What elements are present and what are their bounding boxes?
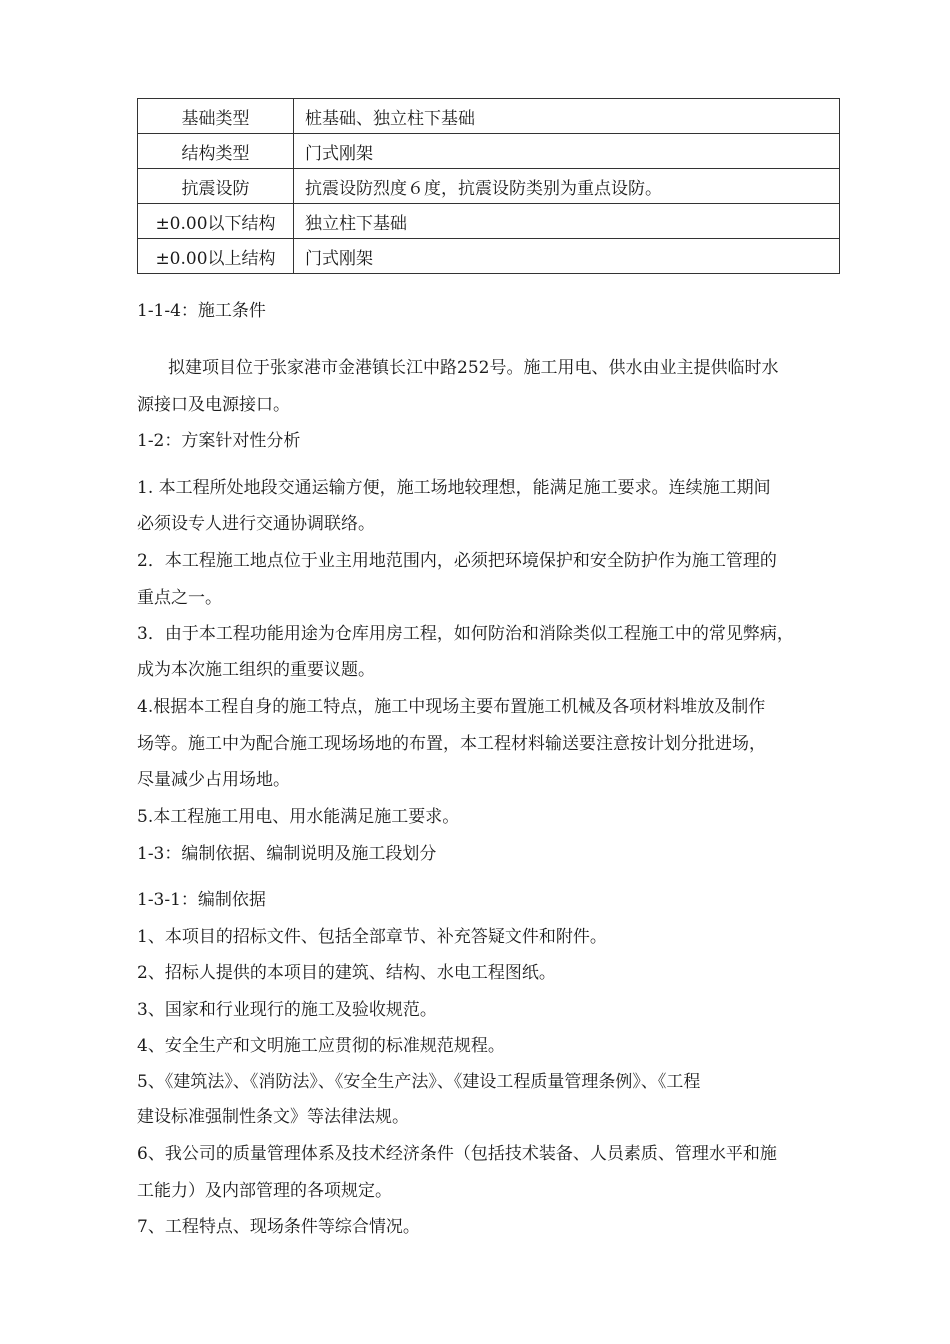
list-item: 1、本项目的招标文件、包括全部章节、补充答疑文件和附件。 bbox=[137, 927, 607, 947]
paragraph-line: 尽量减少占用场地。 bbox=[137, 770, 290, 790]
paragraph-line: 成为本次施工组织的重要议题。 bbox=[137, 660, 375, 680]
paragraph-line: 4.根据本工程自身的施工特点，施工中现场主要布置施工机械及各项材料堆放及制作 bbox=[137, 697, 766, 717]
table-key: ±0.00以上结构 bbox=[138, 239, 294, 274]
table-value: 桩基础、独立柱下基础 bbox=[294, 99, 840, 134]
paragraph-line: 源接口及电源接口。 bbox=[137, 395, 290, 415]
list-item: 工能力）及内部管理的各项规定。 bbox=[137, 1181, 392, 1201]
paragraph-line: 重点之一。 bbox=[137, 588, 222, 608]
paragraph-line: 场等。施工中为配合施工现场场地的布置，本工程材料输送要注意按计划分批进场， bbox=[137, 734, 766, 754]
section-heading: 1-3-1：编制依据 bbox=[137, 890, 266, 910]
paragraph-line: 2．本工程施工地点位于业主用地范围内，必须把环境保护和安全防护作为施工管理的 bbox=[137, 551, 777, 571]
list-item: 建设标准强制性条文》等法律法规。 bbox=[137, 1107, 409, 1127]
paragraph-line: 1. 本工程所处地段交通运输方便，施工场地较理想，能满足施工要求。连续施工期间 bbox=[137, 478, 771, 498]
project-info-table bbox=[137, 98, 840, 274]
table-row bbox=[138, 204, 840, 239]
list-item: 4、安全生产和文明施工应贯彻的标准规范规程。 bbox=[137, 1036, 505, 1056]
paragraph-line: 必须设专人进行交通协调联络。 bbox=[137, 514, 375, 534]
table-key: 基础类型 bbox=[138, 99, 294, 134]
section-heading: 1-3：编制依据、编制说明及施工段划分 bbox=[137, 844, 437, 864]
list-item: 3、国家和行业现行的施工及验收规范。 bbox=[137, 1000, 437, 1020]
table-row bbox=[138, 239, 840, 274]
list-item: 5、《建筑法》、《消防法》、《安全生产法》、《建设工程质量管理条例》、《工程 bbox=[137, 1072, 701, 1092]
table-row bbox=[138, 169, 840, 204]
list-item: 2、招标人提供的本项目的建筑、结构、水电工程图纸。 bbox=[137, 963, 556, 983]
table-row bbox=[138, 99, 840, 134]
section-heading: 1-1-4：施工条件 bbox=[137, 301, 266, 321]
table-value: 独立柱下基础 bbox=[294, 204, 840, 239]
table-value: 抗震设防烈度６度，抗震设防类别为重点设防。 bbox=[294, 169, 840, 204]
paragraph-line: 5.本工程施工用电、用水能满足施工要求。 bbox=[137, 807, 460, 827]
list-item: 6、我公司的质量管理体系及技术经济条件（包括技术装备、人员素质、管理水平和施 bbox=[137, 1144, 777, 1164]
paragraph-line: 3．由于本工程功能用途为仓库用房工程，如何防治和消除类似工程施工中的常见弊病， bbox=[137, 624, 794, 644]
paragraph-line: 拟建项目位于张家港市金港镇长江中路252号。施工用电、供水由业主提供临时水 bbox=[168, 358, 779, 378]
table-key: 抗震设防 bbox=[138, 169, 294, 204]
table-key: 结构类型 bbox=[138, 134, 294, 169]
table-row bbox=[138, 134, 840, 169]
table-key: ±0.00以下结构 bbox=[138, 204, 294, 239]
section-heading: 1-2：方案针对性分析 bbox=[137, 431, 301, 451]
list-item: 7、工程特点、现场条件等综合情况。 bbox=[137, 1217, 420, 1237]
table-value: 门式刚架 bbox=[294, 239, 840, 274]
table-value: 门式刚架 bbox=[294, 134, 840, 169]
